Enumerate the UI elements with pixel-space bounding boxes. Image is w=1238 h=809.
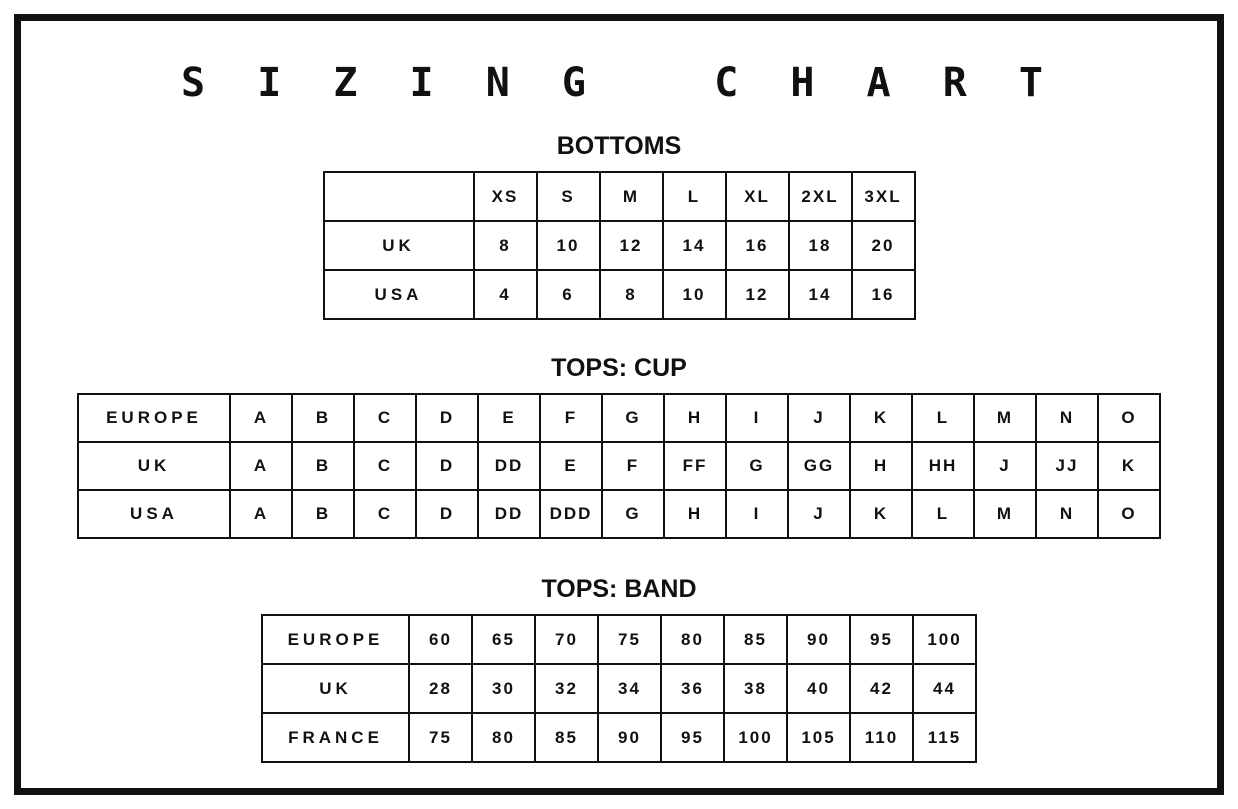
table-row-label: UK xyxy=(324,221,474,270)
table-cell: M xyxy=(974,394,1036,442)
table-cell: 75 xyxy=(598,615,661,664)
table-row xyxy=(78,442,1160,490)
table-cell: 70 xyxy=(535,615,598,664)
table-cell: GG xyxy=(788,442,850,490)
table-cell: H xyxy=(664,394,726,442)
table-cell: L xyxy=(663,172,726,221)
table-cell: 4 xyxy=(474,270,537,319)
table-cell: 105 xyxy=(787,713,850,762)
table-cell: B xyxy=(292,490,354,538)
table-cell: I xyxy=(726,490,788,538)
table-cell: M xyxy=(600,172,663,221)
table-cell: 10 xyxy=(537,221,600,270)
table-row xyxy=(78,394,1160,442)
table-cell: 80 xyxy=(472,713,535,762)
table-cell: 85 xyxy=(724,615,787,664)
table-cell: G xyxy=(726,442,788,490)
table-cell: D xyxy=(416,490,478,538)
table-cell: H xyxy=(850,442,912,490)
table-cell: DD xyxy=(478,442,540,490)
table-cell: XL xyxy=(726,172,789,221)
table-cell: J xyxy=(974,442,1036,490)
table-tops-cup xyxy=(77,393,1161,539)
table-cell: 95 xyxy=(850,615,913,664)
table-cell: 16 xyxy=(852,270,915,319)
table-wrap-tops-cup xyxy=(40,393,1198,539)
table-cell: 110 xyxy=(850,713,913,762)
table-cell: 10 xyxy=(663,270,726,319)
table-cell: C xyxy=(354,442,416,490)
table-cell: O xyxy=(1098,490,1160,538)
section-tops-cup xyxy=(40,354,1198,539)
table-wrap-tops-band xyxy=(40,614,1198,763)
table-cell: I xyxy=(726,394,788,442)
table-cell: 36 xyxy=(661,664,724,713)
section-title-tops-band: TOPS: BAND xyxy=(541,575,697,603)
table-cell: 12 xyxy=(726,270,789,319)
table-cell: D xyxy=(416,442,478,490)
table-cell: DD xyxy=(478,490,540,538)
table-cell: A xyxy=(230,442,292,490)
table-cell: DDD xyxy=(540,490,602,538)
table-row-label: USA xyxy=(78,490,230,538)
table-cell: C xyxy=(354,394,416,442)
table-cell: 90 xyxy=(787,615,850,664)
table-cell: H xyxy=(664,490,726,538)
table-cell: 65 xyxy=(472,615,535,664)
table-row xyxy=(324,221,915,270)
table-cell: 14 xyxy=(789,270,852,319)
table-cell: XS xyxy=(474,172,537,221)
table-row xyxy=(324,270,915,319)
table-row-label: EUROPE xyxy=(262,615,409,664)
table-row-label: EUROPE xyxy=(78,394,230,442)
table-cell: 60 xyxy=(409,615,472,664)
table-cell: E xyxy=(540,442,602,490)
table-cell: O xyxy=(1098,394,1160,442)
table-cell: J xyxy=(788,490,850,538)
table-cell: N xyxy=(1036,490,1098,538)
table-cell: 2XL xyxy=(789,172,852,221)
table-row xyxy=(78,490,1160,538)
table-cell: 100 xyxy=(724,713,787,762)
table-cell: B xyxy=(292,394,354,442)
table-cell: 30 xyxy=(472,664,535,713)
table-row xyxy=(262,615,976,664)
table-cell xyxy=(324,172,474,221)
table-cell: S xyxy=(537,172,600,221)
table-cell: 38 xyxy=(724,664,787,713)
table-cell: 40 xyxy=(787,664,850,713)
table-cell: 12 xyxy=(600,221,663,270)
table-cell: 115 xyxy=(913,713,976,762)
table-bottoms xyxy=(323,171,916,320)
table-cell: J xyxy=(788,394,850,442)
table-cell: C xyxy=(354,490,416,538)
table-row-label: UK xyxy=(78,442,230,490)
table-row xyxy=(262,713,976,762)
table-cell: 85 xyxy=(535,713,598,762)
table-cell: 3XL xyxy=(852,172,915,221)
table-tops-band xyxy=(261,614,977,763)
table-cell: 18 xyxy=(789,221,852,270)
table-cell: 100 xyxy=(913,615,976,664)
table-cell: N xyxy=(1036,394,1098,442)
table-cell: 34 xyxy=(598,664,661,713)
table-cell: 8 xyxy=(474,221,537,270)
table-cell: 90 xyxy=(598,713,661,762)
table-cell: 16 xyxy=(726,221,789,270)
table-cell: K xyxy=(850,490,912,538)
table-cell: 8 xyxy=(600,270,663,319)
table-cell: 28 xyxy=(409,664,472,713)
table-cell: 44 xyxy=(913,664,976,713)
table-cell: FF xyxy=(664,442,726,490)
table-cell: K xyxy=(1098,442,1160,490)
table-cell: 14 xyxy=(663,221,726,270)
table-cell: E xyxy=(478,394,540,442)
table-row-label: USA xyxy=(324,270,474,319)
table-cell: F xyxy=(602,442,664,490)
table-cell: L xyxy=(912,490,974,538)
table-cell: A xyxy=(230,394,292,442)
section-tops-band xyxy=(40,575,1198,763)
table-cell: B xyxy=(292,442,354,490)
table-wrap-bottoms xyxy=(40,171,1198,320)
table-cell: 75 xyxy=(409,713,472,762)
section-bottoms xyxy=(40,132,1198,320)
table-cell: M xyxy=(974,490,1036,538)
table-cell: 32 xyxy=(535,664,598,713)
table-cell: D xyxy=(416,394,478,442)
section-title-bottoms: BOTTOMS xyxy=(556,132,682,160)
table-cell: 6 xyxy=(537,270,600,319)
table-cell: L xyxy=(912,394,974,442)
table-cell: F xyxy=(540,394,602,442)
table-cell: 95 xyxy=(661,713,724,762)
table-cell: JJ xyxy=(1036,442,1098,490)
table-row xyxy=(324,172,915,221)
table-row xyxy=(262,664,976,713)
table-cell: 42 xyxy=(850,664,913,713)
section-title-tops-cup: TOPS: CUP xyxy=(551,354,687,382)
table-row-label: FRANCE xyxy=(262,713,409,762)
table-cell: G xyxy=(602,490,664,538)
table-cell: HH xyxy=(912,442,974,490)
table-cell: 80 xyxy=(661,615,724,664)
table-cell: K xyxy=(850,394,912,442)
table-cell: A xyxy=(230,490,292,538)
page-title: S I Z I N G C H A R T xyxy=(181,60,1057,106)
table-cell: G xyxy=(602,394,664,442)
table-cell: 20 xyxy=(852,221,915,270)
table-row-label: UK xyxy=(262,664,409,713)
